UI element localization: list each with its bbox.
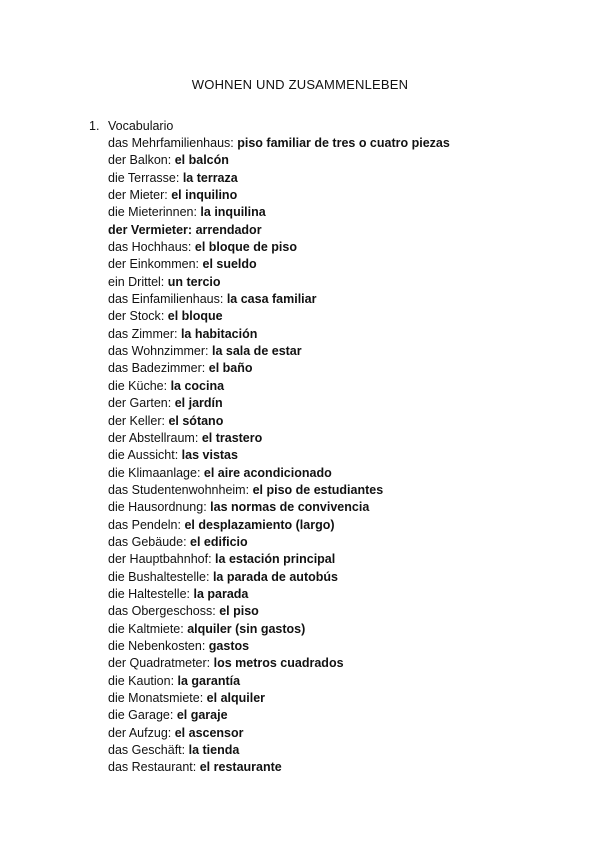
- term-separator: :: [181, 743, 189, 758]
- german-term: die Kaltmiete: [108, 621, 181, 636]
- term-separator: :: [194, 430, 202, 445]
- term-separator: :: [208, 552, 216, 567]
- german-term: die Küche: [108, 378, 164, 393]
- german-term: der Quadratmeter: [108, 656, 207, 671]
- term-separator: :: [196, 465, 204, 480]
- german-term: die Kaution: [108, 673, 171, 688]
- german-term: der Keller: [108, 413, 162, 428]
- vocab-entry: [108, 256, 450, 273]
- term-separator: :: [205, 569, 213, 584]
- vocab-entry: [108, 586, 450, 603]
- term-separator: :: [192, 760, 200, 775]
- vocab-entry: [108, 482, 450, 499]
- spanish-translation: el baño: [208, 361, 253, 376]
- spanish-translation: la cocina: [170, 378, 225, 393]
- spanish-translation: el garaje: [176, 708, 228, 723]
- german-term: das Obergeschoss: [108, 604, 213, 619]
- term-separator: :: [164, 188, 172, 203]
- vocab-entry: [108, 759, 450, 776]
- term-separator: :: [174, 448, 182, 463]
- german-term: der Hauptbahnhof: [108, 552, 209, 567]
- term-separator: :: [167, 153, 175, 168]
- spanish-translation: el inquilino: [171, 188, 238, 203]
- spanish-translation: piso familiar de tres o cuatro piezas: [237, 136, 450, 150]
- german-term: der Vermieter: [108, 222, 188, 237]
- spanish-translation: la parada de autobús: [212, 569, 338, 584]
- term-separator: :: [183, 534, 191, 549]
- spanish-translation: los metros cuadrados: [213, 656, 344, 671]
- vocab-entry: [108, 152, 450, 169]
- vocab-entry: [108, 326, 450, 343]
- german-term: der Mieter: [108, 188, 165, 203]
- vocab-entry: [108, 170, 450, 187]
- vocab-entry: [108, 343, 450, 360]
- vocab-entry: [108, 725, 450, 742]
- vocab-entry: [108, 291, 450, 308]
- term-separator: :: [173, 326, 181, 341]
- german-term: der Garten: [108, 396, 168, 411]
- vocab-entry: [108, 413, 450, 430]
- german-term: das Zimmer: [108, 326, 174, 341]
- vocab-entry: [108, 534, 450, 551]
- vocab-entry: [108, 239, 450, 256]
- german-term: das Badezimmer: [108, 361, 202, 376]
- german-term: die Garage: [108, 708, 170, 723]
- spanish-translation: el sueldo: [202, 257, 257, 272]
- spanish-translation: el piso: [219, 604, 259, 619]
- spanish-translation: alquiler (sin gastos): [187, 621, 306, 636]
- term-separator: :: [161, 413, 169, 428]
- vocab-entry: [108, 222, 450, 239]
- vocab-entry: [108, 638, 450, 655]
- document-title: WOHNEN UND ZUSAMMENLEBEN: [191, 77, 409, 92]
- spanish-translation: la habitación: [180, 326, 258, 341]
- german-term: das Einfamilienhaus: [108, 292, 220, 307]
- term-separator: :: [180, 621, 188, 636]
- german-term: die Aussicht: [108, 448, 175, 463]
- german-term: der Einkommen: [108, 257, 196, 272]
- spanish-translation: la garantía: [177, 673, 241, 688]
- german-term: das Restaurant: [108, 760, 193, 775]
- term-separator: :: [201, 638, 209, 653]
- vocab-entry: [108, 673, 450, 690]
- vocab-entry: [108, 465, 450, 482]
- spanish-translation: el trastero: [201, 430, 263, 445]
- german-term: die Haltestelle: [108, 586, 187, 601]
- term-separator: :: [177, 517, 185, 532]
- german-term: die Monatsmiete: [108, 691, 200, 705]
- spanish-translation: arrendador: [195, 222, 262, 237]
- section-number: 1.: [89, 119, 100, 133]
- vocab-entry: [108, 395, 450, 412]
- spanish-translation: el edificio: [190, 534, 248, 549]
- spanish-translation: la estación principal: [215, 552, 336, 567]
- spanish-translation: el piso de estudiantes: [252, 482, 384, 497]
- term-separator: :: [187, 222, 196, 237]
- term-separator: :: [160, 309, 168, 324]
- german-term: das Gebäude: [108, 534, 184, 549]
- spanish-translation: el balcón: [174, 153, 229, 168]
- term-separator: :: [167, 396, 175, 411]
- spanish-translation: el bloque: [167, 309, 223, 324]
- german-term: die Klimaanlage: [108, 465, 197, 480]
- german-term: ein Drittel: [108, 274, 161, 289]
- vocab-entry: [108, 690, 450, 707]
- spanish-translation: la tienda: [188, 743, 240, 758]
- german-term: die Nebenkosten: [108, 638, 202, 653]
- term-separator: :: [167, 725, 175, 740]
- vocab-entry: [108, 742, 450, 759]
- term-separator: :: [205, 344, 212, 359]
- vocab-entry: [108, 308, 450, 325]
- german-term: die Mieterinnen: [108, 205, 194, 220]
- term-separator: :: [175, 170, 183, 185]
- spanish-translation: las vistas: [181, 448, 238, 463]
- term-separator: :: [206, 656, 214, 671]
- spanish-translation: el sótano: [168, 413, 224, 428]
- spanish-translation: el bloque de piso: [194, 240, 297, 255]
- vocab-entry: [108, 360, 450, 377]
- spanish-translation: el desplazamiento (largo): [184, 517, 335, 532]
- spanish-translation: la inquilina: [200, 205, 266, 220]
- vocab-entry: [108, 517, 450, 534]
- vocab-entry: [108, 135, 450, 152]
- spanish-translation: el aire acondicionado: [203, 465, 332, 480]
- vocab-entry: [108, 274, 450, 291]
- spanish-translation: la terraza: [182, 170, 238, 185]
- spanish-translation: el alquiler: [206, 691, 266, 705]
- german-term: der Stock: [108, 309, 161, 324]
- vocabulary-list: [89, 135, 450, 777]
- section-heading: Vocabulario: [108, 119, 174, 133]
- german-term: das Studentenwohnheim: [108, 482, 246, 497]
- term-separator: :: [201, 361, 209, 376]
- german-term: die Terrasse: [108, 170, 176, 185]
- vocab-entry: [108, 430, 450, 447]
- vocab-entry: [108, 378, 450, 395]
- term-separator: :: [193, 205, 201, 220]
- term-separator: :: [160, 274, 168, 289]
- spanish-translation: gastos: [208, 638, 250, 653]
- german-term: das Mehrfamilienhaus: [108, 136, 231, 150]
- german-term: das Pendeln: [108, 517, 178, 532]
- term-separator: :: [169, 708, 177, 723]
- german-term: das Wohnzimmer: [108, 344, 206, 359]
- vocab-entry: [108, 551, 450, 568]
- german-term: das Hochhaus: [108, 240, 188, 255]
- german-term: der Balkon: [108, 153, 168, 168]
- section-heading-row: [89, 118, 450, 135]
- spanish-translation: un tercio: [167, 274, 221, 289]
- german-term: der Aufzug: [108, 725, 168, 740]
- term-separator: :: [230, 136, 238, 150]
- spanish-translation: la sala de estar: [211, 344, 302, 359]
- spanish-translation: el restaurante: [199, 760, 282, 775]
- term-separator: :: [186, 586, 194, 601]
- term-separator: :: [219, 292, 227, 307]
- vocab-entry: [108, 447, 450, 464]
- vocabulary-section: [89, 118, 450, 777]
- spanish-translation: la casa familiar: [226, 292, 317, 307]
- term-separator: :: [203, 500, 211, 515]
- term-separator: :: [212, 604, 220, 619]
- spanish-translation: el ascensor: [174, 725, 244, 740]
- term-separator: :: [170, 673, 178, 688]
- vocab-entry: [108, 603, 450, 620]
- vocab-entry: [108, 621, 450, 638]
- term-separator: :: [163, 378, 171, 393]
- spanish-translation: la parada: [193, 586, 249, 601]
- vocab-entry: [108, 187, 450, 204]
- german-term: der Abstellraum: [108, 430, 195, 445]
- term-separator: :: [187, 240, 195, 255]
- german-term: die Bushaltestelle: [108, 569, 206, 584]
- vocab-entry: [108, 655, 450, 672]
- vocab-entry: [108, 569, 450, 586]
- vocab-entry: [108, 707, 450, 724]
- vocab-entry: [108, 499, 450, 516]
- german-term: die Hausordnung: [108, 500, 204, 515]
- term-separator: :: [195, 257, 203, 272]
- spanish-translation: el jardín: [174, 396, 223, 411]
- term-separator: :: [245, 482, 253, 497]
- german-term: das Geschäft: [108, 743, 182, 758]
- vocab-entry: [108, 204, 450, 221]
- term-separator: :: [199, 691, 207, 705]
- spanish-translation: las normas de convivencia: [210, 500, 370, 515]
